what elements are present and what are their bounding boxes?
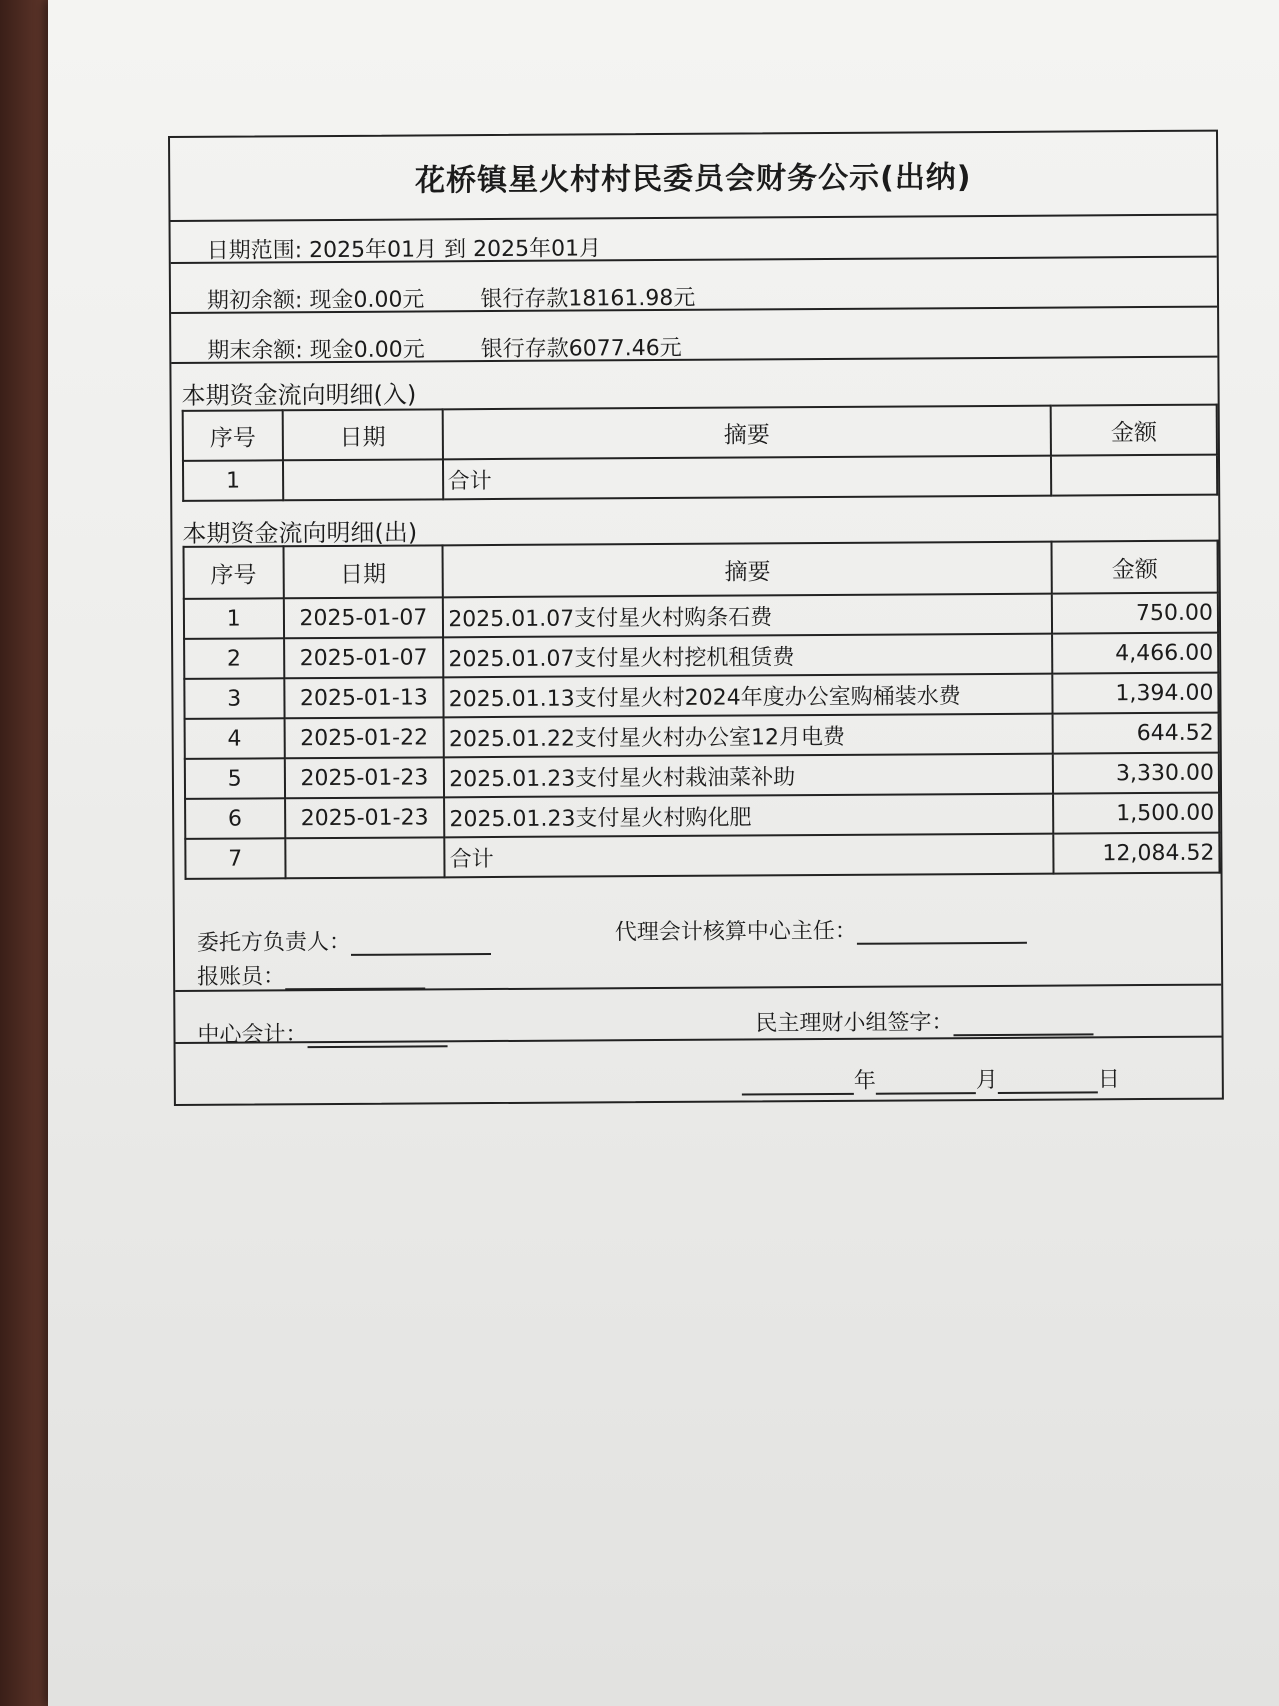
cell-no: 7 [185, 838, 285, 879]
col-header-date: 日期 [283, 545, 443, 598]
table-header-row [183, 405, 1217, 461]
democratic-group-signature [755, 1004, 1093, 1037]
finance-disclosure-form [168, 130, 1224, 1106]
date-signature-line [742, 1062, 1120, 1095]
col-header-amount: 金额 [1052, 541, 1218, 594]
agency-director-label: 代理会计核算中心主任： [614, 918, 857, 946]
cell-amount: 1,500.00 [1053, 793, 1219, 834]
table-row [184, 633, 1218, 679]
table-total-row [185, 833, 1219, 879]
cell-amount [1051, 455, 1217, 496]
agency-director-signature [615, 913, 1027, 947]
signature-line [351, 935, 491, 956]
table-row [183, 455, 1217, 501]
cell-desc: 2025.01.07支付星火村挖机租赁费 [443, 634, 1052, 678]
date-range: 日期范围: 2025年01月 到 2025年01月 [206, 236, 602, 264]
cell-desc: 2025.01.07支付星火村购条石费 [443, 594, 1052, 638]
cell-desc: 2025.01.22支付星火村办公室12月电费 [444, 714, 1053, 758]
cell-desc: 合计 [443, 456, 1052, 500]
cell-date: 2025-01-07 [283, 597, 443, 638]
cell-no: 6 [185, 798, 285, 839]
month-label: 月 [975, 1067, 998, 1094]
table-row [184, 593, 1218, 639]
center-accountant-label: 中心会计： [197, 1022, 308, 1048]
signature-line [857, 924, 1027, 945]
cell-date: 2025-01-23 [284, 757, 444, 798]
closing-cash: 期末余额: 现金0.00元 [207, 337, 425, 364]
cell-amount: 12,084.52 [1054, 833, 1220, 874]
cell-desc: 2025.01.23支付星火村购化肥 [444, 794, 1053, 838]
cell-date: 2025-01-13 [284, 677, 444, 718]
day-blank [998, 1073, 1098, 1094]
cell-amount: 3,330.00 [1053, 753, 1219, 794]
signature-line [953, 1015, 1093, 1036]
cell-desc: 合计 [445, 834, 1054, 878]
opening-cash: 期初余额: 现金0.00元 [206, 287, 425, 314]
year-label: 年 [853, 1068, 876, 1094]
center-accountant-signature [197, 1016, 447, 1049]
col-header-desc: 摘要 [443, 542, 1052, 598]
cell-amount: 750.00 [1052, 593, 1218, 634]
day-label: 日 [1097, 1067, 1120, 1093]
cell-no: 1 [183, 460, 283, 501]
table-row [184, 673, 1218, 719]
month-blank [876, 1074, 976, 1095]
cell-date: 2025-01-23 [285, 797, 445, 838]
cell-amount: 4,466.00 [1052, 633, 1218, 674]
cell-amount: 644.52 [1053, 713, 1219, 754]
closing-bank: 银行存款6077.46元 [480, 335, 682, 363]
col-header-amount: 金额 [1051, 405, 1217, 456]
opening-bank: 银行存款18161.98元 [480, 285, 696, 313]
cell-date [285, 837, 445, 878]
reimburser-signature [197, 958, 425, 990]
cell-no: 3 [184, 678, 284, 719]
cell-no: 1 [184, 598, 284, 639]
table-row [185, 713, 1219, 759]
cell-no: 2 [184, 638, 284, 679]
income-section-title: 本期资金流向明细(入) [181, 380, 417, 410]
reimburser-label: 报账员： [197, 964, 286, 990]
client-head-label: 委托方负责人： [196, 929, 352, 956]
cell-amount: 1,394.00 [1053, 673, 1219, 714]
signature-line [307, 1027, 447, 1048]
table-row [185, 753, 1219, 799]
cell-desc: 2025.01.13支付星火村2024年度办公室购桶装水费 [444, 674, 1053, 718]
income-table [182, 404, 1219, 502]
form-title: 花桥镇星火村村民委员会财务公示(出纳) [170, 132, 1216, 222]
cell-date: 2025-01-07 [284, 637, 444, 678]
cell-desc: 2025.01.23支付星火村栽油菜补助 [444, 754, 1053, 798]
cell-no: 4 [185, 718, 285, 759]
col-header-no: 序号 [183, 410, 283, 461]
col-header-desc: 摘要 [442, 406, 1051, 460]
table-header-row [184, 541, 1218, 599]
cell-date [283, 459, 443, 500]
year-blank [742, 1075, 854, 1096]
expense-table [183, 540, 1221, 880]
democratic-group-label: 民主理财小组签字： [755, 1010, 954, 1037]
client-head-signature [197, 924, 491, 957]
signature-line [285, 969, 425, 990]
col-header-no: 序号 [184, 546, 284, 599]
expense-section-title: 本期资金流向明细(出) [182, 518, 418, 548]
table-row [185, 793, 1219, 839]
cell-no: 5 [185, 758, 285, 799]
col-header-date: 日期 [283, 409, 443, 460]
cell-date: 2025-01-22 [284, 717, 444, 758]
